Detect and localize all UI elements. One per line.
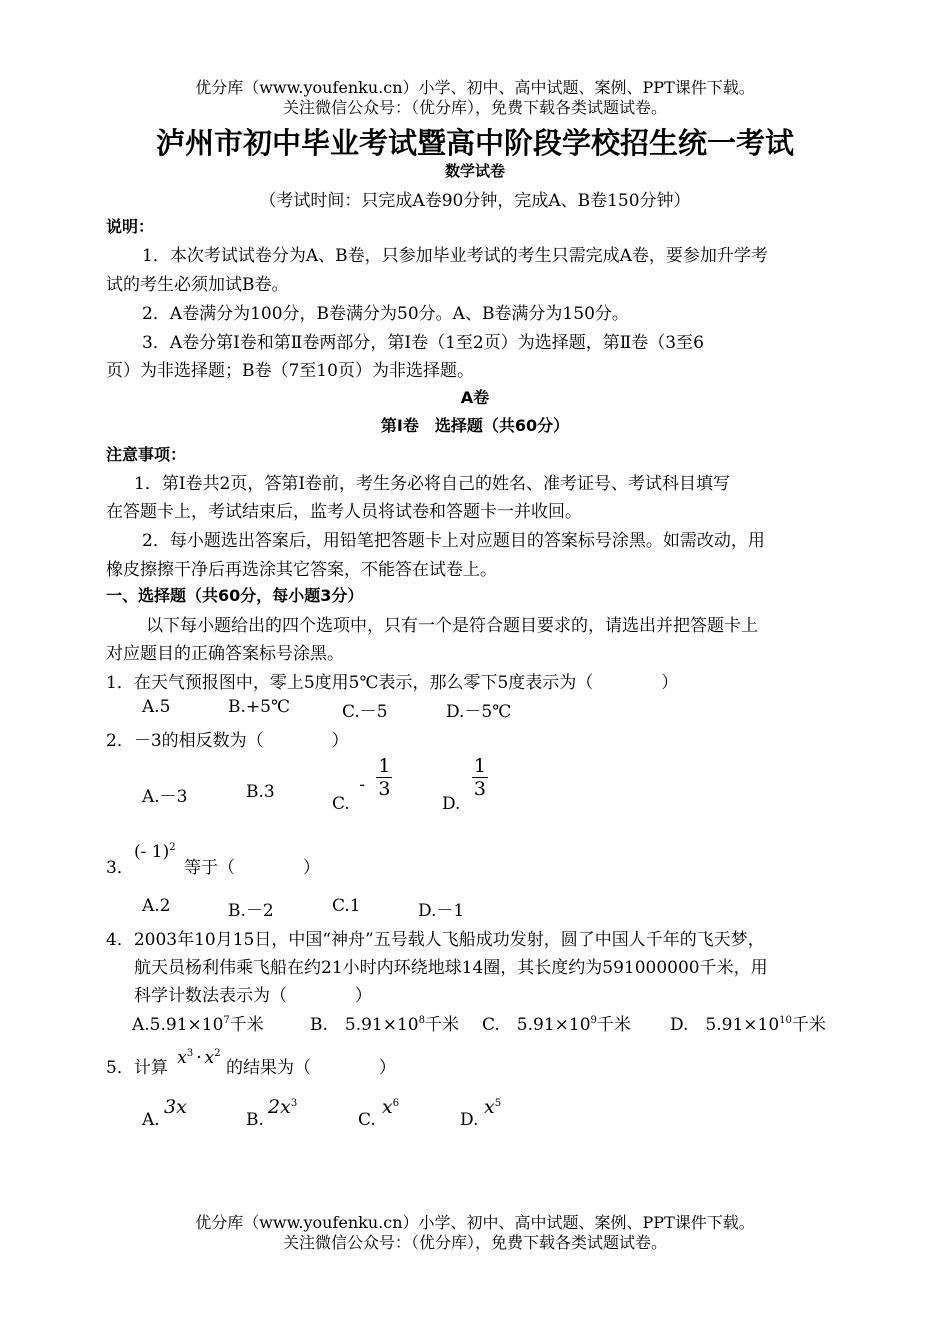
option-c-fraction [376, 755, 392, 800]
question-4-line-2: 航天员杨利伟乘飞船在约21小时内环绕地球14圈，其长度约为591000000千米，用 [134, 958, 768, 978]
question-5-option-b-expr [268, 1096, 297, 1118]
footer-line-1: 优分库（www.youfenku.cn）小学、初中、高中试题、案例、PPT课件下载。 [195, 1213, 755, 1232]
fraction-numerator: 1 [473, 755, 486, 777]
question-3-expression [134, 842, 176, 862]
option-c-exponent: 6 [392, 1098, 400, 1109]
question-2-option-d [442, 755, 488, 814]
fraction-denominator: 3 [473, 778, 486, 800]
exam-time: （考试时间：只完成A卷90分钟，完成A、B卷150分钟） [259, 191, 691, 211]
expr-exponent-2: 2 [214, 1048, 221, 1059]
instruction-3-line-2: 页）为非选择题；B卷（7至10页）为非选择题。 [106, 361, 474, 381]
question-3-tail: 等于（ ） [184, 858, 320, 878]
question-2-option-c [332, 755, 392, 814]
question-5-stem [106, 1048, 396, 1078]
question-1-option-a: A.5 [142, 697, 171, 717]
question-5-option-c-label: C. [358, 1110, 376, 1130]
expr-base-2: x [204, 1048, 215, 1068]
option-c-label: C. [332, 794, 350, 814]
question-5-prefix: 5．计算 [106, 1058, 168, 1078]
option-d-exponent: 10 [779, 1015, 792, 1026]
instruction-1-line-2: 试的考生必须加试B卷。 [106, 275, 289, 295]
option-d-fraction [472, 755, 488, 800]
instruction-3-line-1: 3．A卷分第Ⅰ卷和第Ⅱ卷两部分，第Ⅰ卷（1至2页）为选择题，第Ⅱ卷（3至6 [142, 333, 704, 353]
question-3-option-b: B.－2 [228, 901, 274, 921]
section-1-heading: 一、选择题（共60分，每小题3分） [106, 586, 364, 605]
question-5-option-c-expr [382, 1096, 399, 1118]
note-1-line-2: 在答题卡上，考试结束后，监考人员将试卷和答题卡一并收回。 [106, 502, 582, 522]
question-2-option-b: B.3 [246, 782, 275, 802]
page-title: 泸州市初中毕业考试暨高中阶段学校招生统一考试 [155, 126, 794, 160]
option-a-exponent: 7 [223, 1015, 230, 1026]
option-a-mantissa: A.5.91×10 [132, 1015, 224, 1035]
question-5-option-d-label: D. [460, 1110, 479, 1130]
section-1-intro-line-2: 对应题目的正确答案标号涂黑。 [106, 644, 344, 664]
question-1-option-c: C.－5 [342, 702, 388, 722]
option-c-base: x [382, 1096, 393, 1118]
question-4-option-c [482, 1010, 631, 1035]
option-b-exponent: 3 [290, 1098, 298, 1109]
part-1-title: 第Ⅰ卷 选择题（共60分） [380, 416, 570, 435]
option-b-exponent: 8 [418, 1015, 425, 1026]
question-5-suffix: 的结果为（ ） [225, 1058, 396, 1078]
option-c-mantissa: C. 5.91×10 [482, 1015, 591, 1035]
option-c-exponent: 9 [590, 1015, 597, 1026]
question-4-option-b [310, 1010, 459, 1035]
question-3-option-d: D.－1 [418, 901, 465, 921]
question-3-option-c: C.1 [332, 896, 361, 916]
header-line-2: 关注微信公众号：（优分库），免费下载各类试题试卷。 [282, 98, 667, 117]
instruction-2: 2．A卷满分为100分，B卷满分为50分。A、B卷满分为150分。 [142, 304, 629, 324]
header-line-1: 优分库（www.youfenku.cn）小学、初中、高中试题、案例、PPT课件下载。 [195, 78, 755, 97]
question-4-line-1: 4．2003年10月15日，中国“神舟”五号载人飞船成功发射，圆了中国人千年的飞天梦， [106, 930, 765, 950]
question-4-line-3: 科学计数法表示为（ ） [134, 986, 372, 1006]
page-subtitle: 数学试卷 [444, 162, 505, 180]
fraction-numerator: 1 [378, 755, 391, 777]
option-d-mantissa: D. 5.91×10 [670, 1015, 780, 1035]
option-d-unit: 千米 [791, 1015, 826, 1035]
option-c-unit: 千米 [596, 1015, 631, 1035]
note-2-line-2: 橡皮擦擦干净后再选涂其它答案，不能答在试卷上。 [106, 560, 497, 580]
question-4-option-a [132, 1010, 264, 1035]
option-c-sign: - [359, 775, 365, 795]
section-1-intro-line-1: 以下每小题给出的四个选项中，只有一个是符合题目要求的，请选出并把答题卡上 [146, 616, 758, 636]
question-5-option-b-label: B. [246, 1110, 264, 1130]
footer-line-2: 关注微信公众号：（优分库），免费下载各类试题试卷。 [282, 1233, 667, 1252]
question-5-option-a-expr: 3x [164, 1096, 187, 1118]
question-3-option-a: A.2 [142, 896, 171, 916]
question-1-option-d: D.－5℃ [446, 702, 512, 722]
fraction-denominator: 3 [378, 778, 391, 800]
expression-exponent: 2 [169, 842, 176, 853]
question-5-option-a-label: A. [142, 1110, 160, 1130]
instructions-heading: 说明： [106, 217, 155, 236]
option-d-base: x [484, 1096, 495, 1118]
question-2-stem: 2．－3的相反数为（ ） [106, 731, 349, 751]
question-3-number: 3． [106, 858, 134, 878]
option-b-unit: 千米 [425, 1015, 459, 1035]
note-2-line-1: 2．每小题选出答案后，用铅笔把答题卡上对应题目的答案标号涂黑。如需改动，用 [142, 531, 765, 551]
expr-dot: · [196, 1048, 202, 1068]
notes-heading: 注意事项： [106, 445, 187, 464]
question-1-stem: 1．在天气预报图中，零上5度用5℃表示，那么零下5度表示为（ ） [106, 673, 679, 693]
expr-base-1: x [177, 1048, 187, 1068]
option-b-base: 2x [268, 1096, 291, 1118]
question-4-option-d [670, 1010, 826, 1035]
option-a-unit: 千米 [229, 1015, 264, 1035]
question-1-option-b: B.+5℃ [228, 697, 290, 717]
expr-exponent-1: 3 [186, 1048, 194, 1059]
question-2-option-a: A.－3 [142, 787, 188, 807]
note-1-line-1: 1．第Ⅰ卷共2页，答第Ⅰ卷前，考生务必将自己的姓名、准考证号、考试科目填写 [134, 474, 731, 494]
question-5-expression [177, 1048, 220, 1068]
option-d-exponent: 5 [494, 1098, 502, 1109]
option-d-label: D. [442, 794, 461, 814]
expression-base: (- 1) [134, 842, 170, 862]
instruction-1-line-1: 1．本次考试试卷分为A、B卷，只参加毕业考试的考生只需完成A卷，要参加升学考 [142, 246, 768, 266]
volume-a-heading: A卷 [460, 388, 490, 407]
option-b-mantissa: B. 5.91×10 [310, 1015, 419, 1035]
question-5-option-d-expr [484, 1096, 501, 1118]
